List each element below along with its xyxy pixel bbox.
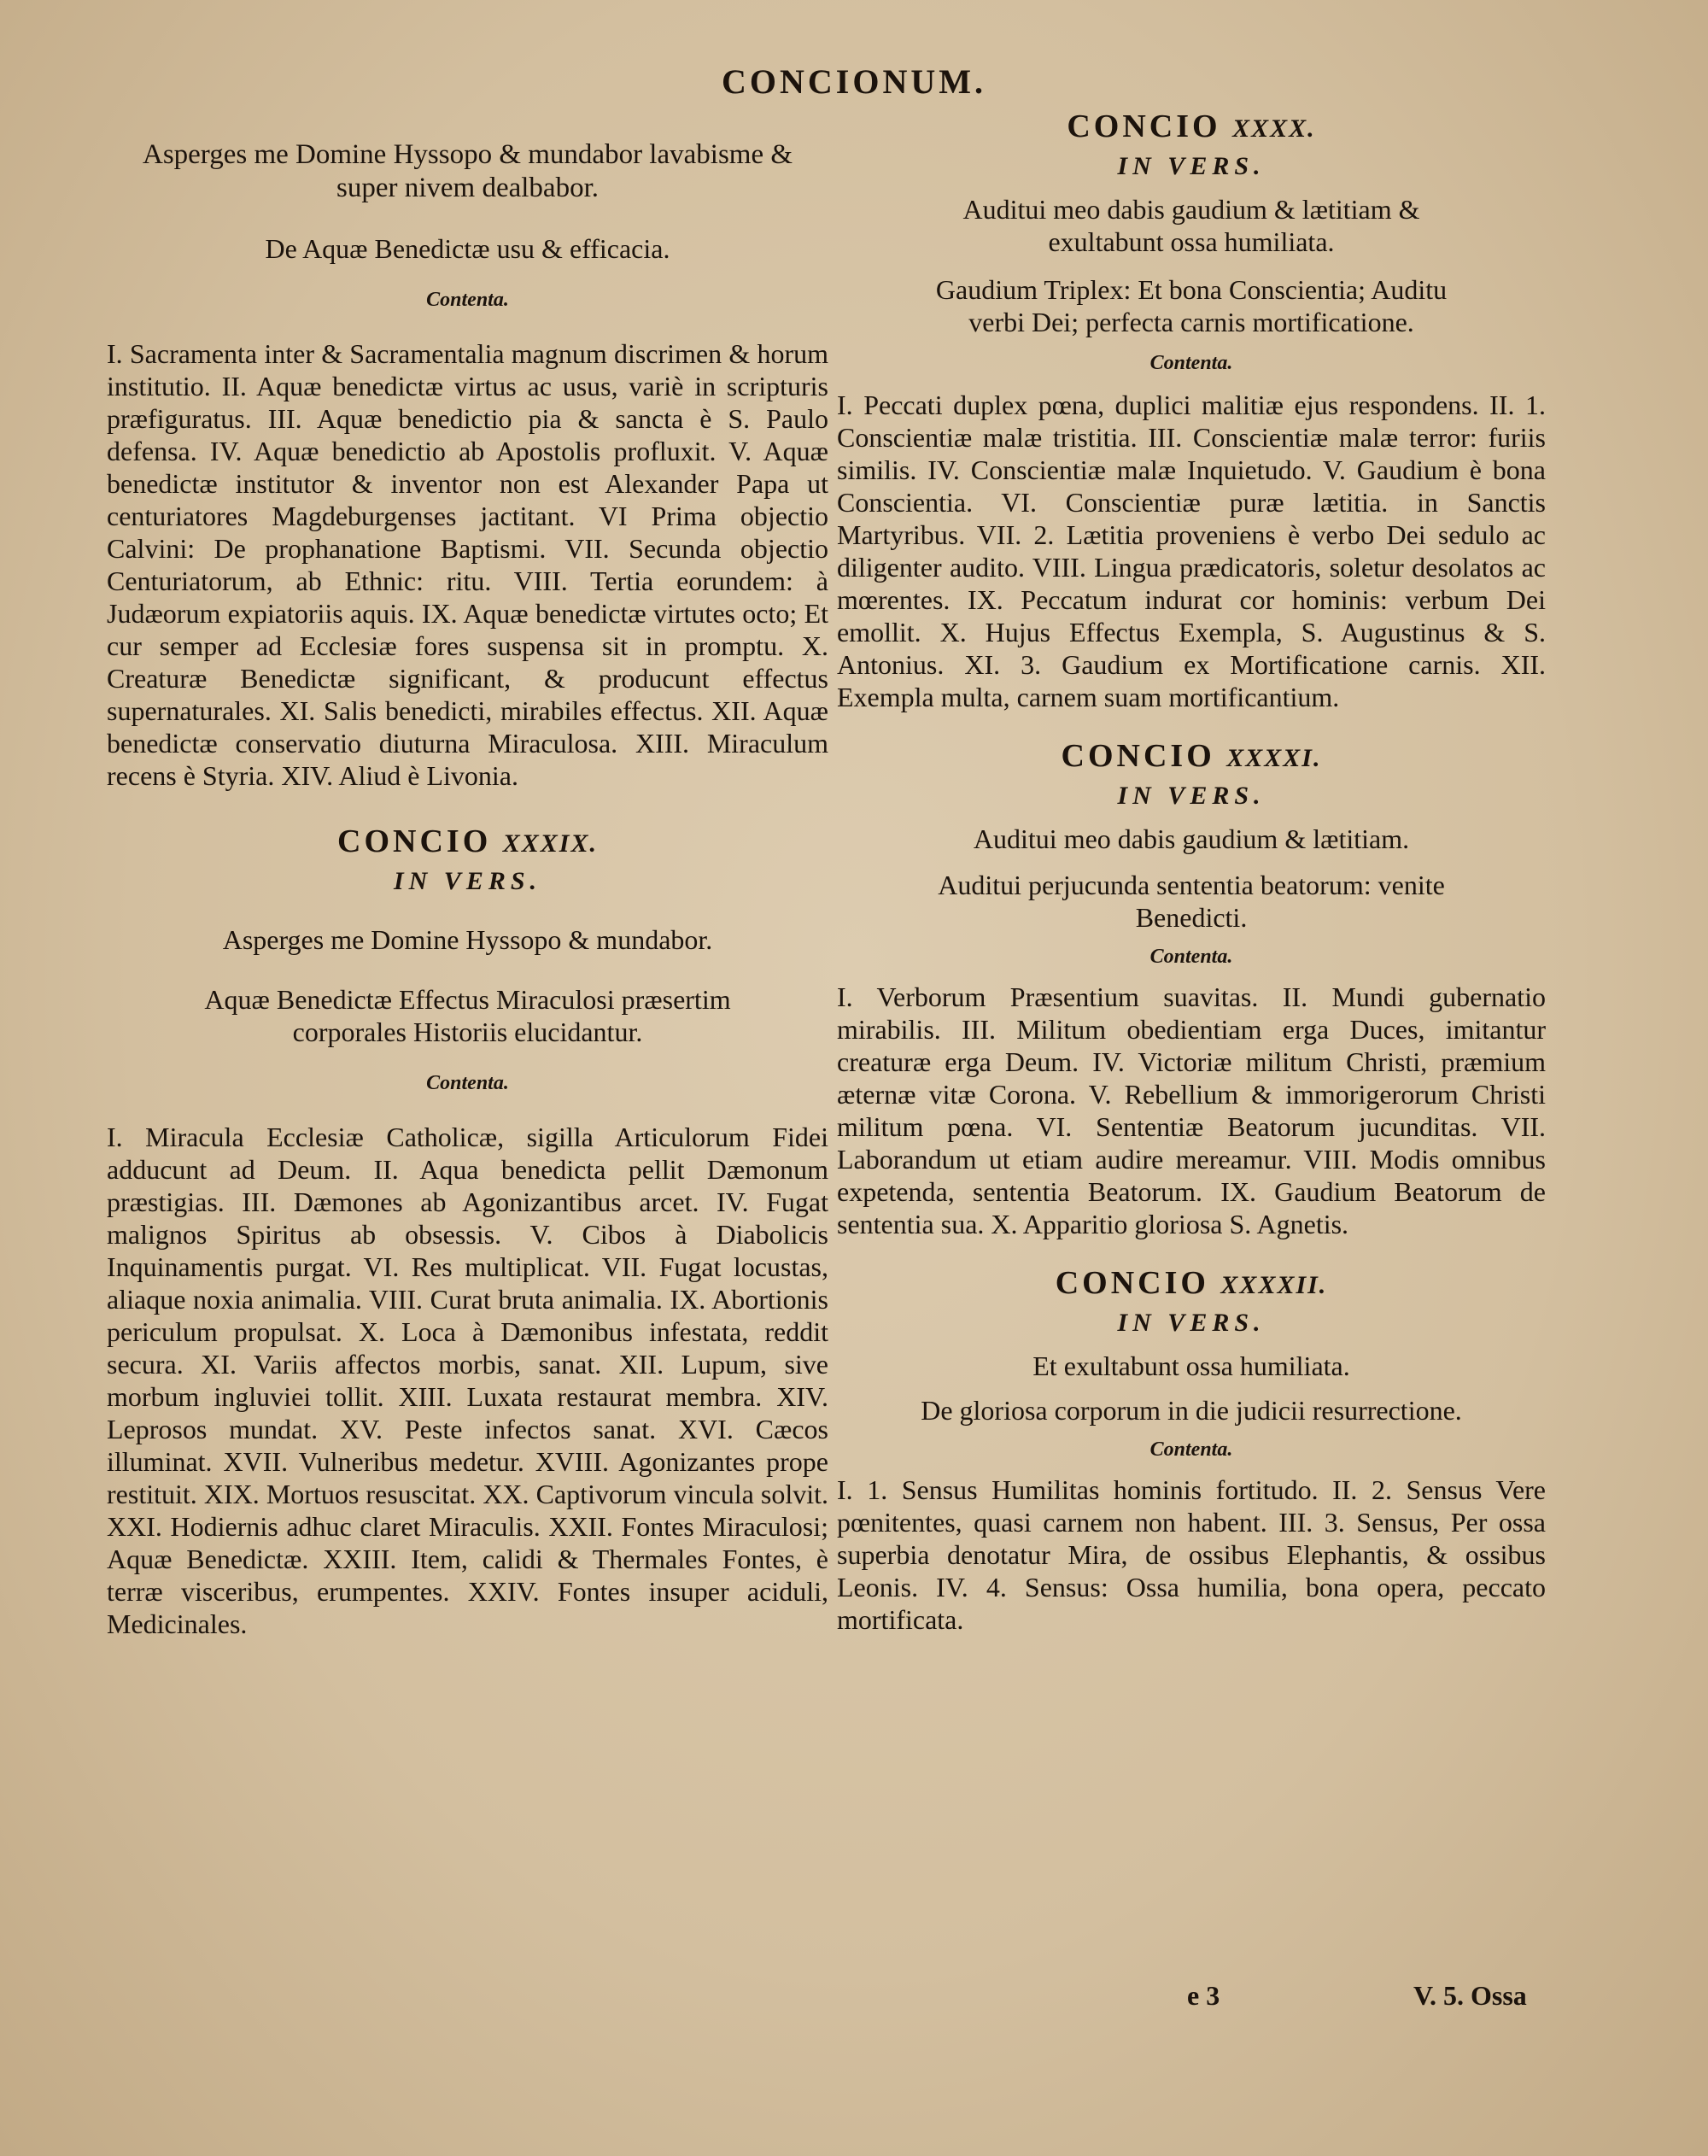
intro-contenta-text: I. Sacramenta inter & Sacramentalia magnum discrimen & horum institutio. II. Aquæ benedictæ virtus ac usus, variè in scripturis præfiguratus. III. Aquæ benedictio pia & sancta è S. Paulo defensa. IV. Aquæ benedictio ab Apostolis profluxit. V. Aquæ benedictæ institutor & inventor non est Alexander Papa ut centuriatores Magdeburgenses jactitant. VI Prima objectio Calvini: De prophanatione Baptismi. VII. Secunda objectio Centuriatorum, ab Ethnic: ritu. VIII. Tertia eorundem: à Judæorum expiatoriis aquis. IX. Aquæ benedictæ virtutes octo; Et cur semper ad Ecclesiæ fores suspensa sit in promptu. X. Creaturæ Benedictæ significant, & producunt effectus supernaturales. XI. Salis benedicti, mirabiles effectus. XII. Aquæ benedictæ conservatio diuturna Miraculosa. XIII. Miraculum recens è Styria. XIV. Aliud è Livonia. bbox=[107, 338, 828, 791]
running-head: CONCIONUM. bbox=[722, 62, 986, 101]
concio-42-number: XXXXII. bbox=[1220, 1271, 1328, 1299]
signature-mark: e 3 bbox=[1187, 1980, 1220, 2011]
concio-40-heading bbox=[837, 108, 1546, 145]
concio-42-title: CONCIO bbox=[1055, 1265, 1209, 1301]
concio-40-theme: Auditui meo dabis gaudium & lætitiam & exultabunt ossa humiliata. bbox=[962, 194, 1420, 257]
concio-42-theme: Et exultabunt ossa humiliata. bbox=[1032, 1350, 1350, 1381]
concio-42-heading bbox=[837, 1264, 1546, 1302]
concio-39-number: XXXIX. bbox=[502, 829, 598, 858]
concio-39-theme: Asperges me Domine Hyssopo & mundabor. bbox=[222, 924, 713, 955]
concio-41-heading bbox=[837, 737, 1546, 775]
concio-41-contenta-label: Contenta. bbox=[1149, 946, 1233, 968]
concio-41-title: CONCIO bbox=[1061, 738, 1215, 774]
concio-40-contenta-label: Contenta. bbox=[1149, 352, 1233, 374]
intro-subtitle: De Aquæ Benedictæ usu & efficacia. bbox=[265, 233, 670, 264]
concio-41-theme: Auditui meo dabis gaudium & lætitiam. bbox=[973, 823, 1410, 854]
concio-40-subtitle: Gaudium Triplex: Et bona Conscientia; Auditu verbi Dei; perfecta carnis mortificatione. bbox=[935, 274, 1448, 337]
concio-41-number: XXXXI. bbox=[1226, 744, 1322, 772]
concio-42-in-vers: IN VERS. bbox=[1117, 1309, 1266, 1337]
right-column bbox=[837, 103, 1546, 1636]
concio-39-heading bbox=[107, 823, 828, 860]
concio-42-contenta-label: Contenta. bbox=[1149, 1438, 1233, 1461]
concio-40-number: XXXX. bbox=[1232, 114, 1316, 143]
concio-40-contenta-text: I. Peccati duplex pœna, duplici malitiæ ejus respondens. II. 1. Conscientiæ malæ tristitia. III. Conscientiæ malæ terror: furiis similis. IV. Conscientiæ malæ Inquietudo. V. Gaudium è bona Conscientia. VI. Conscientiæ puræ lætitia. in Sanctis Martyribus. VII. 2. Lætitia proveniens è verbo Dei sedulo ac diligenter audito. VIII. Lingua prædicatoris, soletur desolatos ac mœrentes. IX. Peccatum indurat cor hominis: verbum Dei emollit. X. Hujus Effectus Exempla, S. Augustinus & S. Antonius. XI. 3. Gaudium ex Mortificatione carnis. XII. Exempla multa, carnem suam mortificantium. bbox=[837, 390, 1546, 712]
concio-39-subtitle: Aquæ Benedictæ Effectus Miraculosi præsertim corporales Historiis elucidantur. bbox=[204, 984, 731, 1047]
intro-contenta-label: Contenta. bbox=[426, 289, 509, 311]
concio-39-contenta-text: I. Miracula Ecclesiæ Catholicæ, sigilla Articulorum Fidei adducunt ad Deum. II. Aqua benedicta pellit Dæmonum præstigias. III. Dæmones ab Agonizantibus arcet. IV. Fugat malignos Spiritus ab obsessis. V. Cibos à Diabolicis Inquinamentis purgat. VI. Res multiplicat. VII. Fugat locustas, aliaque noxia animalia. VIII. Curat bruta animalia. IX. Abortionis periculum propulsat. X. Loca à Dæmonibus infestata, reddit secura. XI. Variis affectos morbis, sanat. XII. Lupum, sive morbum ingluviei tollit. XIII. Luxata restaurat membra. XIV. Leprosos mundat. XV. Peste infectos sanat. XVI. Cæcos illuminat. XVII. Vulneribus medetur. XVIII. Agonizantes prope restituit. XIX. Mortuos resuscitat. XX. Captivorum vincula solvit. XXI. Hodiernis adhuc claret Miraculis. XXII. Fontes Miraculosi; Aquæ Benedictæ. XXIII. Item, calidi & Thermales Fontes, è terræ visceribus, erumpentes. XXIV. Fontes insuper aciduli, Medicinales. bbox=[107, 1122, 828, 1639]
concio-40-in-vers: IN VERS. bbox=[1117, 152, 1266, 180]
concio-39-title: CONCIO bbox=[337, 823, 492, 859]
catchword: V. 5. Ossa bbox=[1413, 1980, 1527, 2011]
concio-41-in-vers: IN VERS. bbox=[1117, 782, 1266, 810]
concio-42-contenta-text: I. 1. Sensus Humilitas hominis fortitudo. II. 2. Sensus Vere pœnitentes, quasi carnem non habent. III. 3. Sensus, Per ossa superbia denotatur Mira, de ossibus Elephantis, & ossibus Leonis. IV. 4. Sensus: Ossa humilia, bona opera, peccato mortificata. bbox=[837, 1474, 1546, 1635]
concio-41-subtitle: Auditui perjucunda sententia beatorum: venite Benedicti. bbox=[938, 870, 1445, 933]
concio-39-contenta-label: Contenta. bbox=[426, 1072, 509, 1094]
concio-41-contenta-text: I. Verborum Præsentium suavitas. II. Mundi gubernatio mirabilis. III. Militum obedientiam erga Duces, imitantur creaturæ erga Deum. IV. Victoriæ militum Christi, præmium æternæ vitæ Corona. V. Rebellium & immorigerorum Christi militum pœna. VI. Sententiæ Beatorum jucunditas. VII. Laborandum ut etiam audire mereamur. VIII. Modis omnibus expetenda, sententia Beatorum. IX. Gaudium Beatorum de sententia sua. X. Apparitio gloriosa S. Agnetis. bbox=[837, 981, 1546, 1239]
intro-theme: Asperges me Domine Hyssopo & mundabor lavabisme & super nivem dealbabor. bbox=[142, 139, 793, 203]
concio-39-in-vers: IN VERS. bbox=[393, 867, 542, 895]
left-column bbox=[107, 103, 828, 1640]
concio-40-title: CONCIO bbox=[1067, 108, 1221, 144]
concio-42-subtitle: De gloriosa corporum in die judicii resurrectione. bbox=[921, 1395, 1462, 1426]
